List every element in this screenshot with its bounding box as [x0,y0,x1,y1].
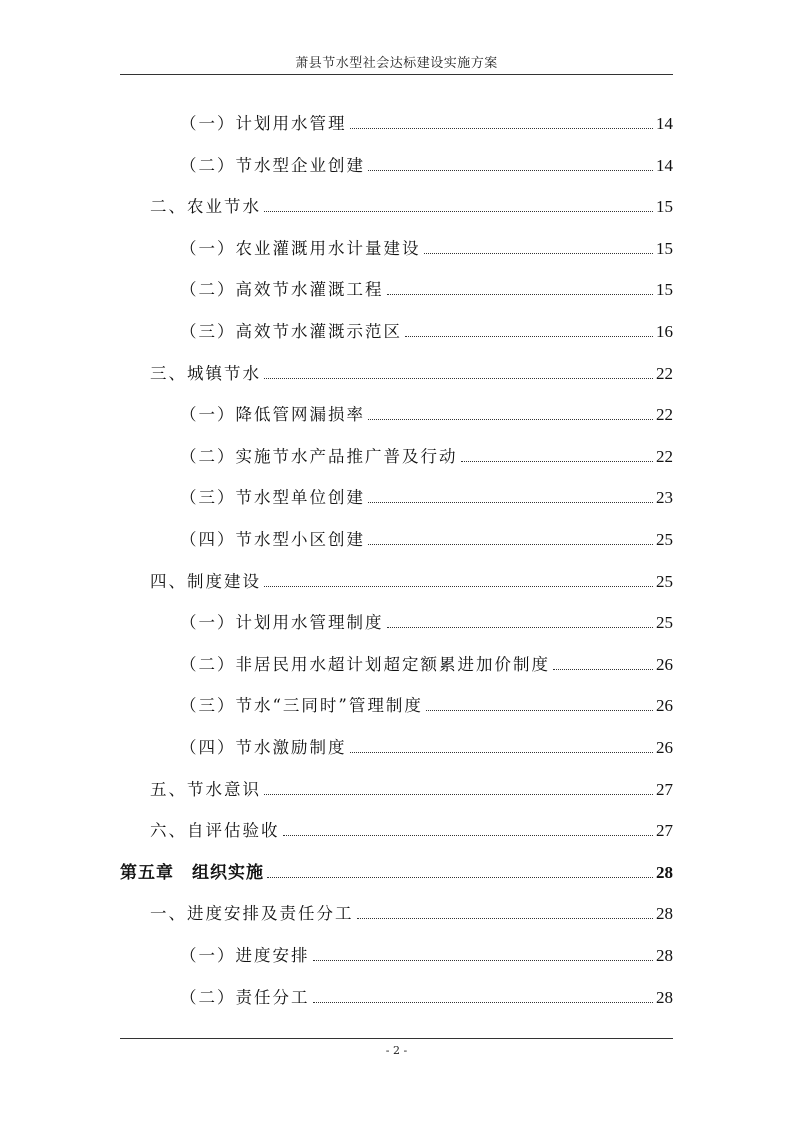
header-divider [120,74,673,75]
toc-entry-page: 14 [656,114,673,133]
toc-entry[interactable] [180,98,673,134]
toc-entry-label: 五、节水意识 [150,779,261,799]
toc-entry-page: 16 [656,322,673,341]
toc-entry-label: （四）节水激励制度 [180,738,347,757]
toc-dot-leader [313,960,654,961]
toc-entry-page: 26 [656,654,673,674]
toc-entry-label: （一）降低管网漏损率 [180,405,365,425]
toc-entry[interactable] [150,764,673,800]
toc-entry-page: 15 [656,197,673,217]
toc-entry-page: 22 [656,446,673,466]
toc-entry-label: （一）进度安排 [180,946,310,965]
toc-dot-leader [387,294,654,295]
toc-entry-label: 第五章 组织实施 [120,862,264,883]
toc-entry-label: 三、城镇节水 [150,363,261,383]
toc-entry[interactable] [180,264,673,300]
toc-entry[interactable] [150,181,673,217]
toc-entry-page: 22 [656,405,673,425]
toc-entry-label: 六、自评估验收 [150,821,280,841]
toc-dot-leader [368,544,653,545]
toc-entry[interactable] [180,639,673,675]
toc-dot-leader [264,378,653,379]
toc-entry-page: 25 [656,613,673,633]
toc-dot-leader [387,627,654,628]
toc-dot-leader [405,336,653,337]
toc-dot-leader [350,128,654,129]
toc-dot-leader [553,669,653,670]
toc-entry-page: 26 [656,696,673,716]
toc-entry[interactable] [180,972,673,1008]
toc-dot-leader [267,877,653,878]
toc-entry-page: 26 [656,738,673,757]
toc-entry[interactable] [180,389,673,425]
toc-dot-leader [426,710,653,711]
toc-entry-page: 23 [656,488,673,508]
toc-entry-label: （三）高效节水灌溉示范区 [180,322,402,341]
toc-entry-page: 28 [656,946,673,965]
toc-entry[interactable] [180,722,673,758]
toc-entry-label: （二）责任分工 [180,987,310,1007]
toc-dot-leader [461,461,654,462]
toc-entry[interactable] [180,930,673,966]
toc-entry-page: 28 [656,987,673,1007]
toc-entry[interactable] [180,140,673,176]
toc-dot-leader [368,419,653,420]
toc-dot-leader [424,253,654,254]
toc-dot-leader [368,170,653,171]
toc-entry[interactable] [180,223,673,259]
toc-entry-label: （二）非居民用水超计划超定额累进加价制度 [180,654,550,674]
toc-entry[interactable] [180,431,673,467]
toc-dot-leader [368,502,653,503]
toc-entry-label: （二）节水型企业创建 [180,155,365,175]
toc-entry-page: 15 [656,238,673,258]
toc-entry-page: 28 [656,904,673,924]
toc-dot-leader [350,752,654,753]
toc-entry-label: （二）高效节水灌溉工程 [180,280,384,300]
toc-dot-leader [357,918,654,919]
toc-entry-page: 25 [656,571,673,591]
footer-divider [120,1038,673,1039]
toc-entry[interactable] [150,556,673,592]
toc-entry-label: （三）节水“三同时”管理制度 [180,696,423,716]
toc-entry-page: 28 [656,862,673,882]
toc-entry[interactable] [150,805,673,841]
toc-entry[interactable] [180,306,673,342]
document-title: 萧县节水型社会达标建设实施方案 [295,56,498,71]
toc-entry[interactable] [150,888,673,924]
toc-dot-leader [264,586,653,587]
toc-entry-page: 27 [656,779,673,799]
toc-entry-label: （三）节水型单位创建 [180,488,365,508]
toc-entry-page: 15 [656,280,673,300]
toc-entry-page: 14 [656,155,673,175]
toc-dot-leader [283,835,654,836]
toc-dot-leader [264,211,653,212]
toc-entry[interactable] [180,514,673,550]
toc-entry-label: 四、制度建设 [150,571,261,591]
toc-entry[interactable] [150,348,673,384]
toc-dot-leader [264,794,653,795]
toc-entry[interactable] [180,680,673,716]
toc-entry-label: （二）实施节水产品推广普及行动 [180,446,458,466]
toc-entry-label: 二、农业节水 [150,197,261,217]
toc-entry-page: 22 [656,363,673,383]
toc-entry-page: 27 [656,821,673,841]
toc-entry-label: （一）计划用水管理制度 [180,613,384,633]
page-number: - 2 - [385,1044,408,1057]
toc-dot-leader [313,1002,654,1003]
toc-entry[interactable] [180,597,673,633]
toc-entry-label: （四）节水型小区创建 [180,530,365,549]
toc-entry-label: （一）农业灌溉用水计量建设 [180,238,421,258]
toc-entry[interactable] [180,472,673,508]
toc-entry-label: （一）计划用水管理 [180,114,347,133]
toc-entry-label: 一、进度安排及责任分工 [150,904,354,924]
toc-entry[interactable] [120,847,673,883]
toc-entry-page: 25 [656,530,673,549]
